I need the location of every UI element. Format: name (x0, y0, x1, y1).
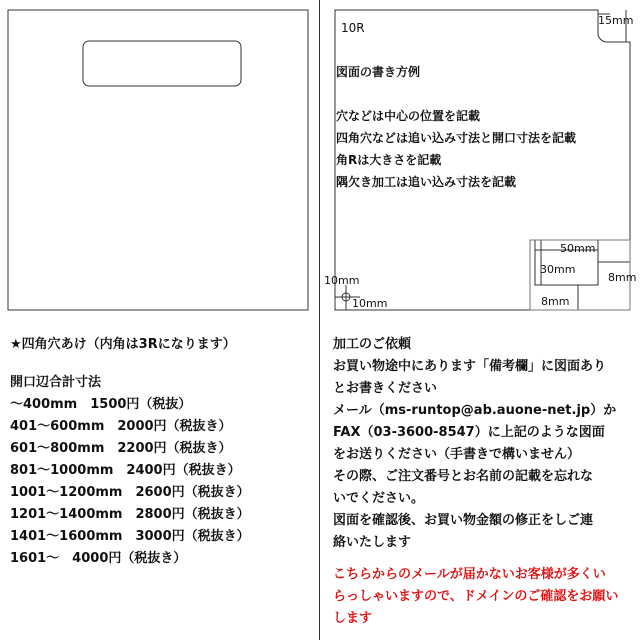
request-title: 加工のご依頼 (333, 337, 412, 352)
spacer (333, 554, 618, 564)
diagram-labels (324, 14, 636, 310)
instruction-line: その際、ご注文番号とお名前の記載を忘れな (333, 469, 594, 484)
price-row: 1001～1200mm 2600円（税抜き） (10, 485, 250, 500)
price-row: 1201～1400mm 2800円（税抜き） (10, 507, 250, 522)
instruction-line: メール（ms-runtop@ab.auone-net.jp）か (333, 403, 617, 418)
right-text-block (333, 334, 618, 630)
instruction-line: をお送りください（手書きで構いません） (333, 447, 581, 462)
instruction-line: とお書きください (333, 381, 438, 396)
rect-height-label: 30mm (540, 263, 576, 276)
instruction-line: 絡いたします (333, 535, 412, 550)
rect-bottom-offset-label: 8mm (541, 295, 570, 308)
rect-width-label: 50mm (560, 242, 596, 255)
instruction-line: 図面を確認後、お買い物金額の修正をしご連 (333, 513, 594, 528)
hole-y-label: 10mm (324, 274, 360, 287)
price-row: 601～800mm 2200円（税抜き） (10, 441, 232, 456)
notes-title: 図面の書き方例 (336, 65, 421, 79)
rect-right-offset-label: 8mm (608, 271, 637, 284)
price-row: ～400mm 1500円（税抜） (10, 397, 192, 412)
warning-line: らっしゃいますので、ドメインのご確認をお願い (333, 589, 619, 604)
warning-line: こちらからのメールが届かないお客様が多くい (333, 567, 606, 582)
price-title: 開口辺合計寸法 (10, 375, 102, 390)
warning-line: します (333, 611, 373, 626)
spacer (10, 356, 250, 372)
price-row: 801～1000mm 2400円（税抜き） (10, 463, 241, 478)
price-row: 1601～ 4000円（税抜き） (10, 551, 187, 566)
left-plate-diagram (8, 10, 308, 310)
notch-label: 15mm (598, 14, 634, 27)
price-row: 1401～1600mm 3000円（税抜き） (10, 529, 250, 544)
instruction-line: FAX（03-3600-8547）に上記のような図面 (333, 425, 605, 440)
note-line: 穴などは中心の位置を記載 (336, 109, 481, 123)
hole-x-label: 10mm (352, 297, 388, 310)
price-row: 401～600mm 2000円（税抜き） (10, 419, 232, 434)
note-line: 隅欠き加工は追い込み寸法を記載 (336, 175, 517, 189)
left-text-block (10, 334, 250, 570)
instruction-line: いでください。 (333, 491, 425, 506)
note-line: 四角穴などは追い込み寸法と開口寸法を記載 (336, 131, 577, 145)
hole-heading: ★四角穴あけ（内角は3Rになります） (10, 337, 236, 352)
instruction-line: お買い物途中にあります「備考欄」に図面あり (333, 359, 607, 374)
corner-r-label: 10R (341, 21, 365, 35)
rect-hole (83, 41, 241, 86)
note-line: 角Rは大きさを記載 (336, 153, 442, 167)
